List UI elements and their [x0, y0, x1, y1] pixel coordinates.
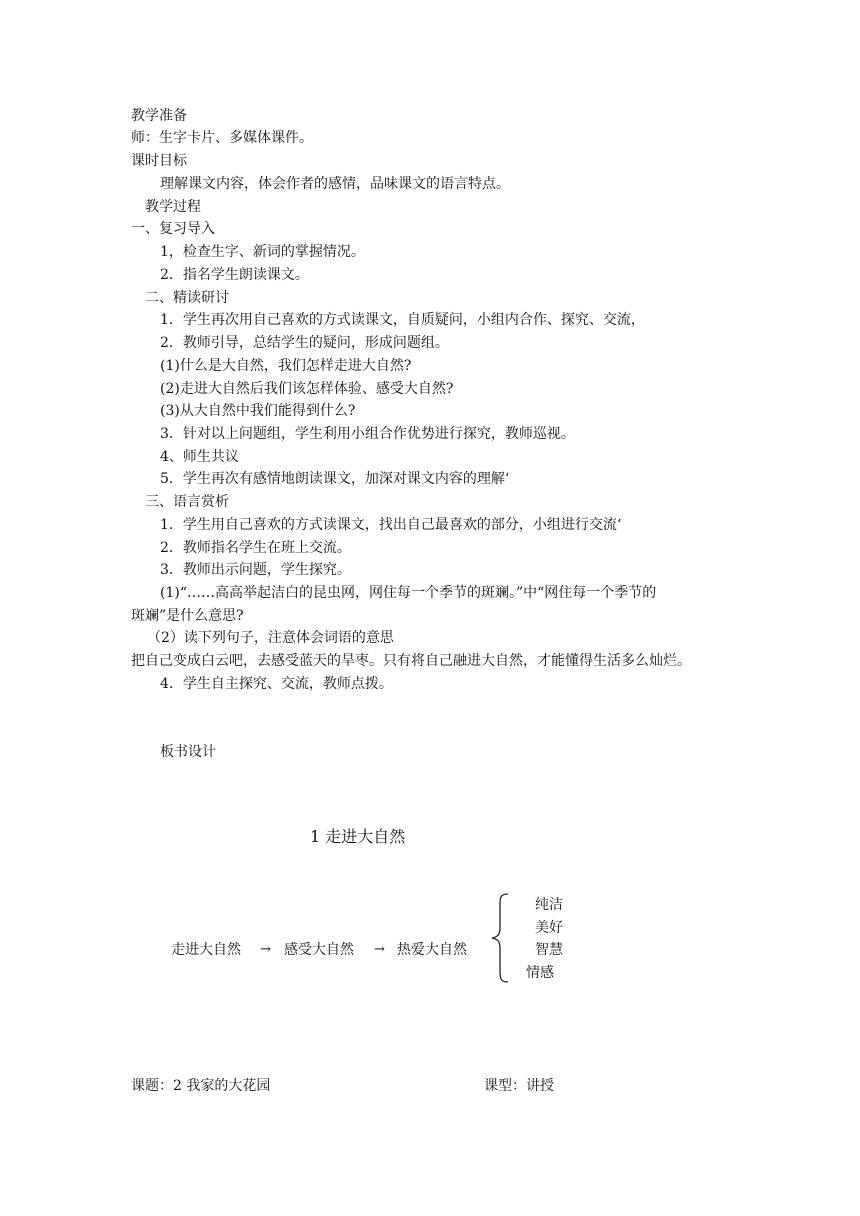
section-title: 三、语言赏析: [145, 494, 229, 510]
prep-teacher-text: 师：生字卡片、多媒体课件。: [131, 130, 313, 146]
list-item: 2．教师指名学生在班上交流。: [160, 540, 351, 556]
board-title: 1 走进大自然: [310, 827, 406, 846]
prep-heading: 教学准备: [131, 108, 187, 124]
list-item: 1．学生再次用自己喜欢的方式读课文，自质疑问，小组内合作、探究、交流，: [160, 312, 645, 328]
list-item: 3．教师出示问题，学生探究。: [160, 562, 351, 578]
list-item: 4．学生自主探究、交流，教师点拨。: [160, 676, 393, 692]
list-item: 1，检查生字、新词的掌握情况。: [160, 244, 365, 260]
next-lesson-type: 课型：讲授: [484, 1078, 554, 1094]
next-lesson-topic: 课题：2 我家的大花园: [131, 1078, 271, 1094]
list-item: 2．指名学生朗读课文。: [160, 267, 309, 283]
list-item: (1)什么是大自然，我们怎样走进大自然?: [160, 358, 412, 374]
branch-item: 情感: [526, 965, 554, 981]
list-item: 1．学生用自己喜欢的方式读课文，找出自己最喜欢的部分，小组进行交流‘: [160, 517, 622, 533]
list-item: (2)走进大自然后我们该怎样体验、感受大自然?: [160, 381, 454, 397]
branch-item: 美好: [535, 920, 563, 936]
list-item: 5．学生再次有感情地朗读课文，加深对课文内容的理解‘: [160, 471, 510, 487]
arrow-right-icon: →: [260, 942, 271, 957]
list-item: (1)“……高高举起洁白的昆虫网，网住每一个季节的斑斓。”中“网住每一个季节的: [160, 585, 657, 601]
goal-heading: 课时目标: [131, 153, 187, 169]
list-item: （2）读下列句子，注意体会词语的意思: [147, 630, 394, 646]
list-item: 4、师生共议: [160, 449, 239, 465]
process-heading: 教学过程: [145, 199, 201, 215]
flow-step-2: 感受大自然: [284, 942, 354, 958]
flow-step-1: 走进大自然: [171, 942, 241, 958]
goal-text: 理解课文内容，体会作者的感情，品味课文的语言特点。: [160, 176, 510, 192]
branch-item: 智慧: [535, 942, 563, 958]
list-item: 3．针对以上问题组，学生利用小组合作优势进行探究，教师巡视。: [160, 426, 575, 442]
section-title: 二、精读研讨: [145, 290, 229, 306]
curly-brace-icon: [488, 892, 512, 984]
list-item: 2．教师引导，总结学生的疑问，形成问题组。: [160, 335, 449, 351]
board-heading: 板书设计: [160, 744, 216, 760]
list-item: 把自己变成白云吧，去感受蓝天的旱枣。只有将自己融进大自然，才能懂得生活多么灿烂。: [131, 653, 691, 669]
flow-step-3: 热爱大自然: [397, 942, 467, 958]
arrow-right-icon: →: [374, 942, 385, 957]
section-title: 一、复习导入: [131, 221, 215, 237]
branch-item: 纯洁: [535, 897, 563, 913]
list-item: 斑斓”是什么意思?: [131, 608, 244, 624]
list-item: (3)从大自然中我们能得到什么?: [160, 403, 356, 419]
